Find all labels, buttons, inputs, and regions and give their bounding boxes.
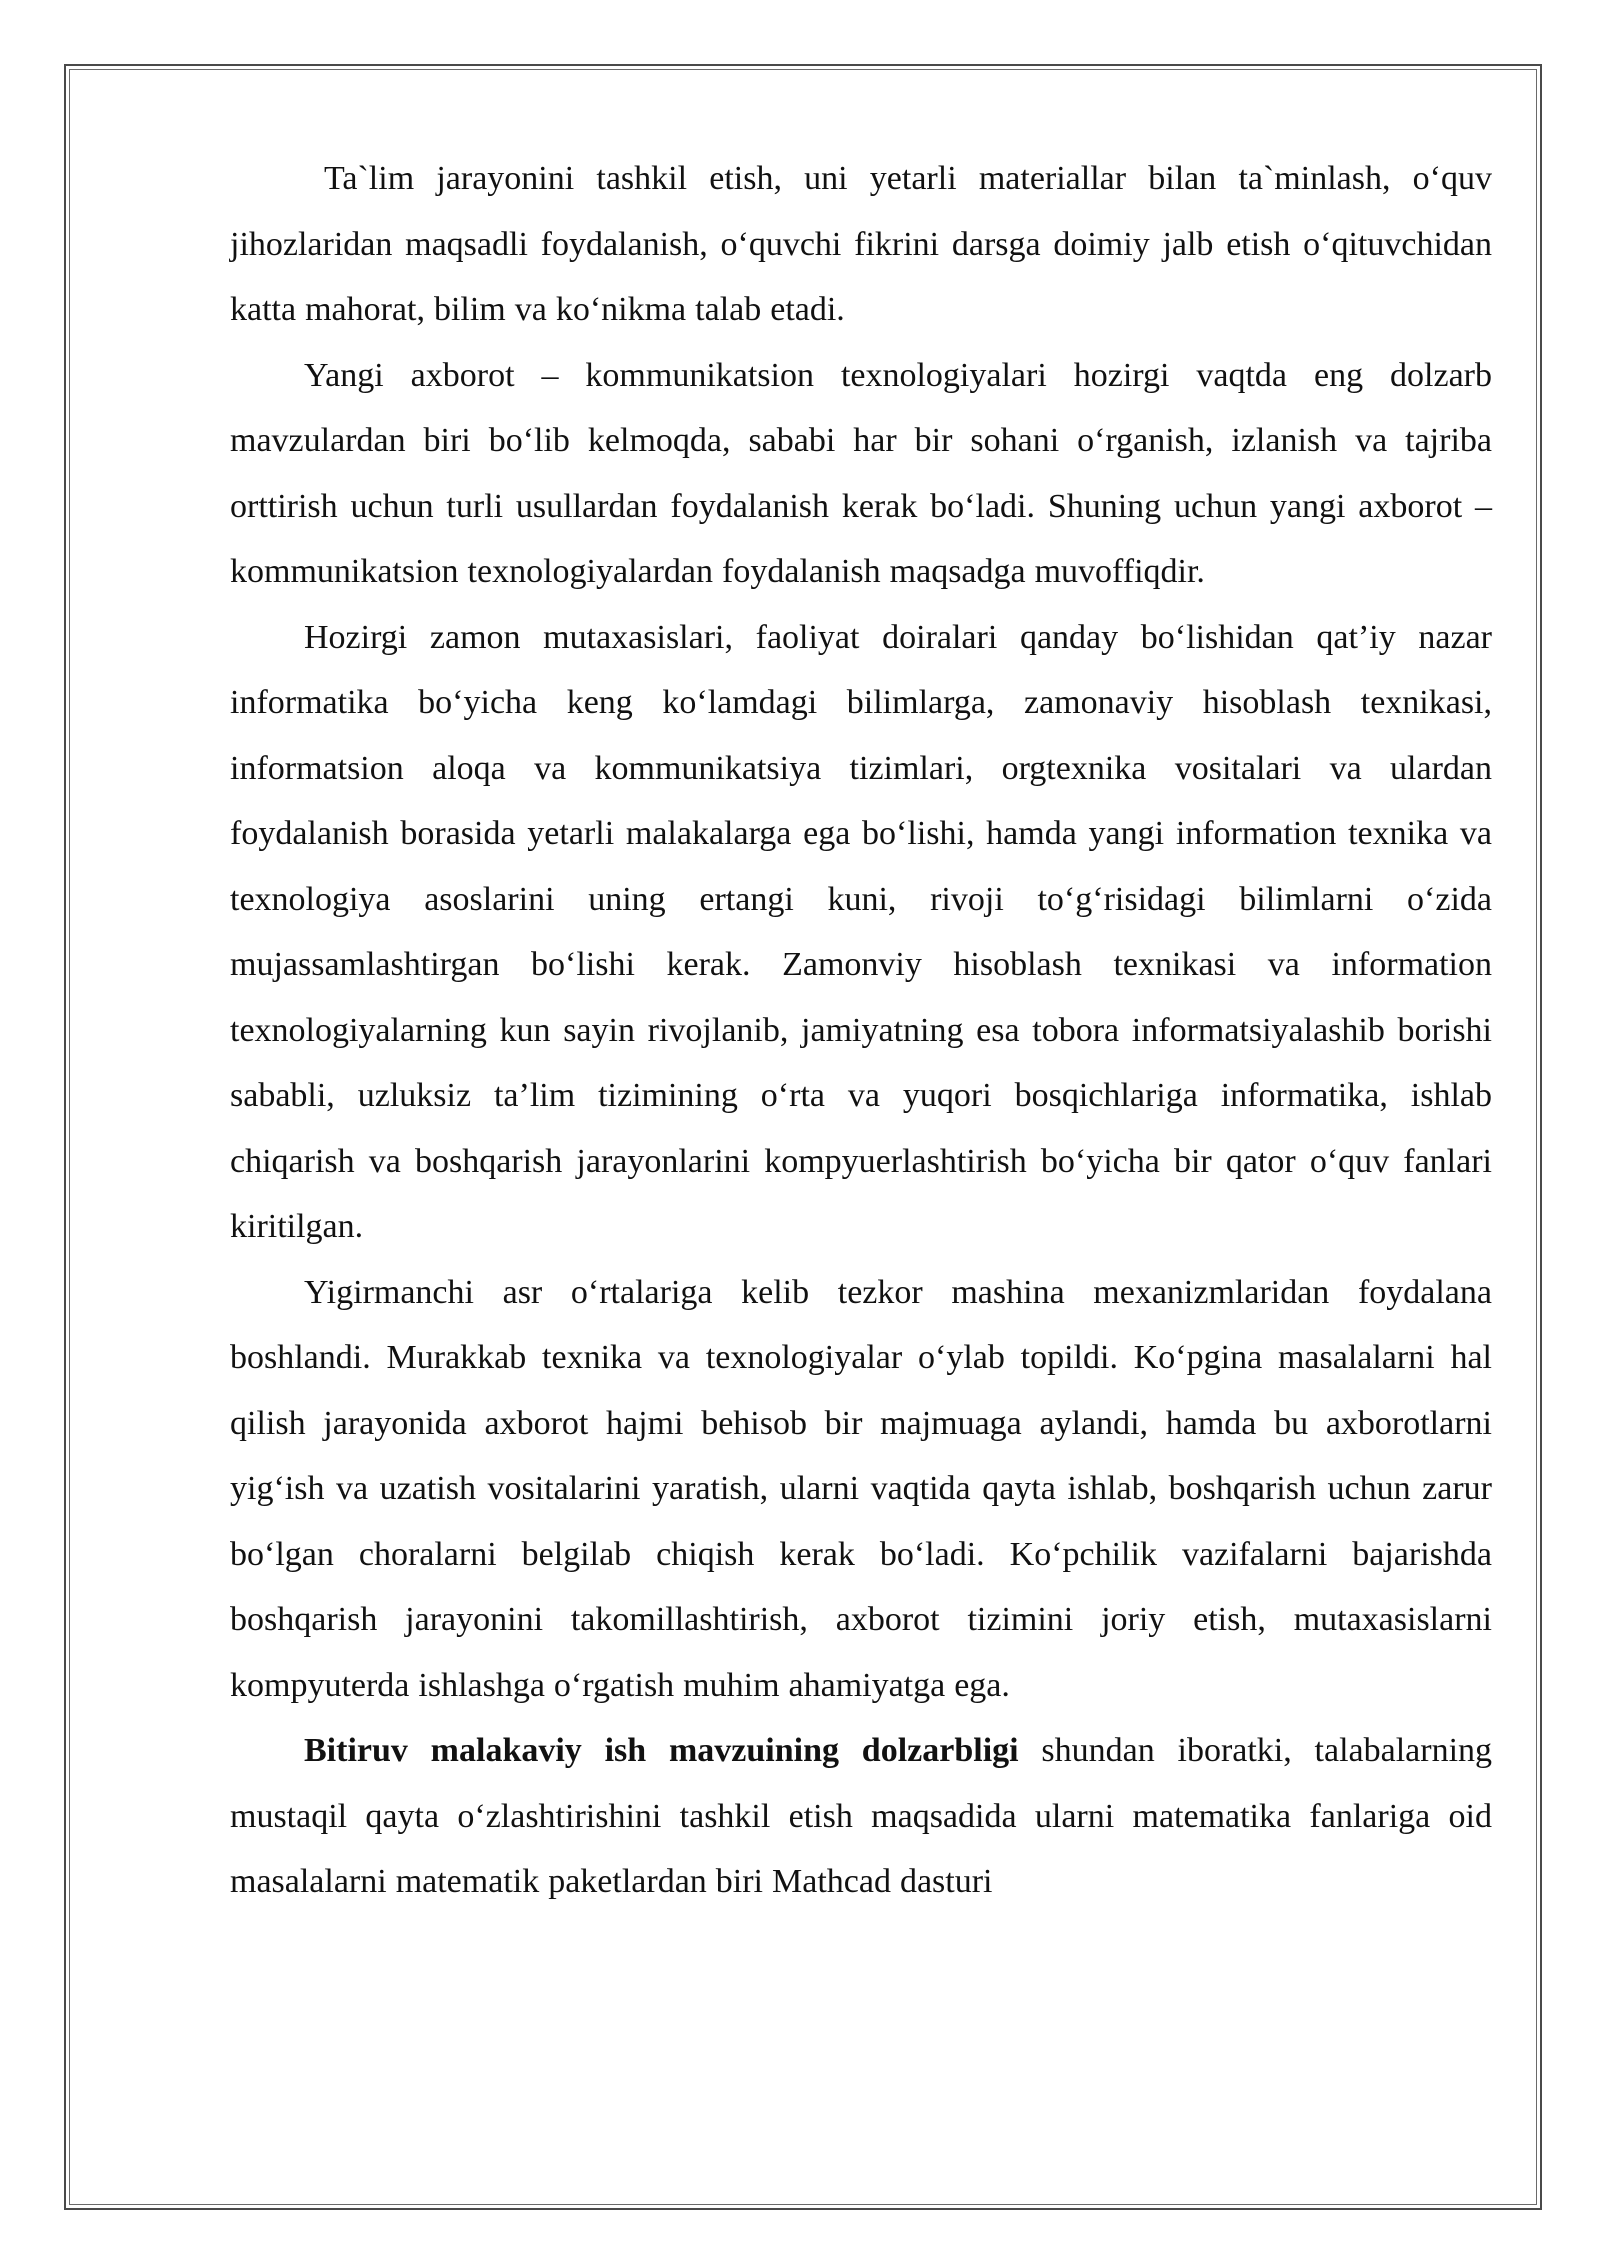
paragraph-5-bold-lead: Bitiruv malakaviy ish mavzuining dolzarbligi	[304, 1732, 1019, 1769]
paragraph-5	[230, 1718, 1492, 1915]
paragraph-2: Yangi axborot – kommunikatsion texnologiyalari hozirgi vaqtda eng dolzarb mavzulardan biri bo‘lib kelmoqda, sababi har bir sohani o‘rganish, izlanish va tajriba orttirish uchun turli usullardan foydalanish kerak bo‘ladi. Shuning uchun yangi axborot – kommunikatsion texnologiyalardan foydalanish maqsadga muvoffiqdir.	[230, 356, 1492, 590]
paragraph-3: Hozirgi zamon mutaxasislari, faoliyat doiralari qanday bo‘lishidan qat’iy nazar informatika bo‘yicha keng ko‘lamdagi bilimlarga, zamonaviy hisoblash texnikasi, informatsion aloqa va kommunikatsiya tizimlari, orgtexnika vositalari va ulardan foydalanish borasida yetarli malakalarga ega bo‘lishi, hamda yangi information texnika va texnologiya asoslarini uning ertangi kuni, rivoji to‘g‘risidagi bilimlarni o‘zida mujassamlashtirgan bo‘lishi kerak. Zamonviy hisoblash texnikasi va information texnologiyalarning kun sayin rivojlanib, jamiyatning esa tobora informatsiyalashib borishi sababli, uzluksiz ta’lim tizimining o‘rta va yuqori bosqichlariga informatika, ishlab chiqarish va boshqarish jarayonlarini kompyuerlashtirish bo‘yicha bir qator o‘quv fanlari kiritilgan.	[230, 618, 1492, 1245]
paragraph-4: Yigirmanchi asr o‘rtalariga kelib tezkor mashina mexanizmlaridan foydalana boshlandi. Murakkab texnika va texnologiyalar o‘ylab topildi. Ko‘pgina masalalarni hal qilish jarayonida axborot hajmi behisob bir majmuaga aylandi, hamda bu axborotlarni yig‘ish va uzatish vositalarini yaratish, ularni vaqtida qayta ishlab, boshqarish uchun zarur bo‘lgan choralarni belgilab chiqish kerak bo‘ladi. Ko‘pchilik vazifalarni bajarishda boshqarish jarayonini takomillashtirish, axborot tizimini joriy etish, mutaxasislarni kompyuterda ishlashga o‘rgatish muhim ahamiyatga ega.	[230, 1273, 1492, 1704]
paragraph-1: Ta`lim jarayonini tashkil etish, uni yetarli materiallar bilan ta`minlash, o‘quv jihozlaridan maqsadli foydalanish, o‘quvchi fikrini darsga doimiy jalb etish o‘qituvchidan katta mahorat, bilim va ko‘nikma talab etadi.	[230, 160, 1492, 328]
document-body	[230, 146, 1492, 1915]
paragraph-5-text: shundan iboratki, talabalarning mustaqil qayta o‘zlashtirishini tashkil etish maqsadida ularni matematika fanlariga oid masalalarni matematik paketlardan biri Mathcad dasturi	[230, 1732, 1493, 1900]
